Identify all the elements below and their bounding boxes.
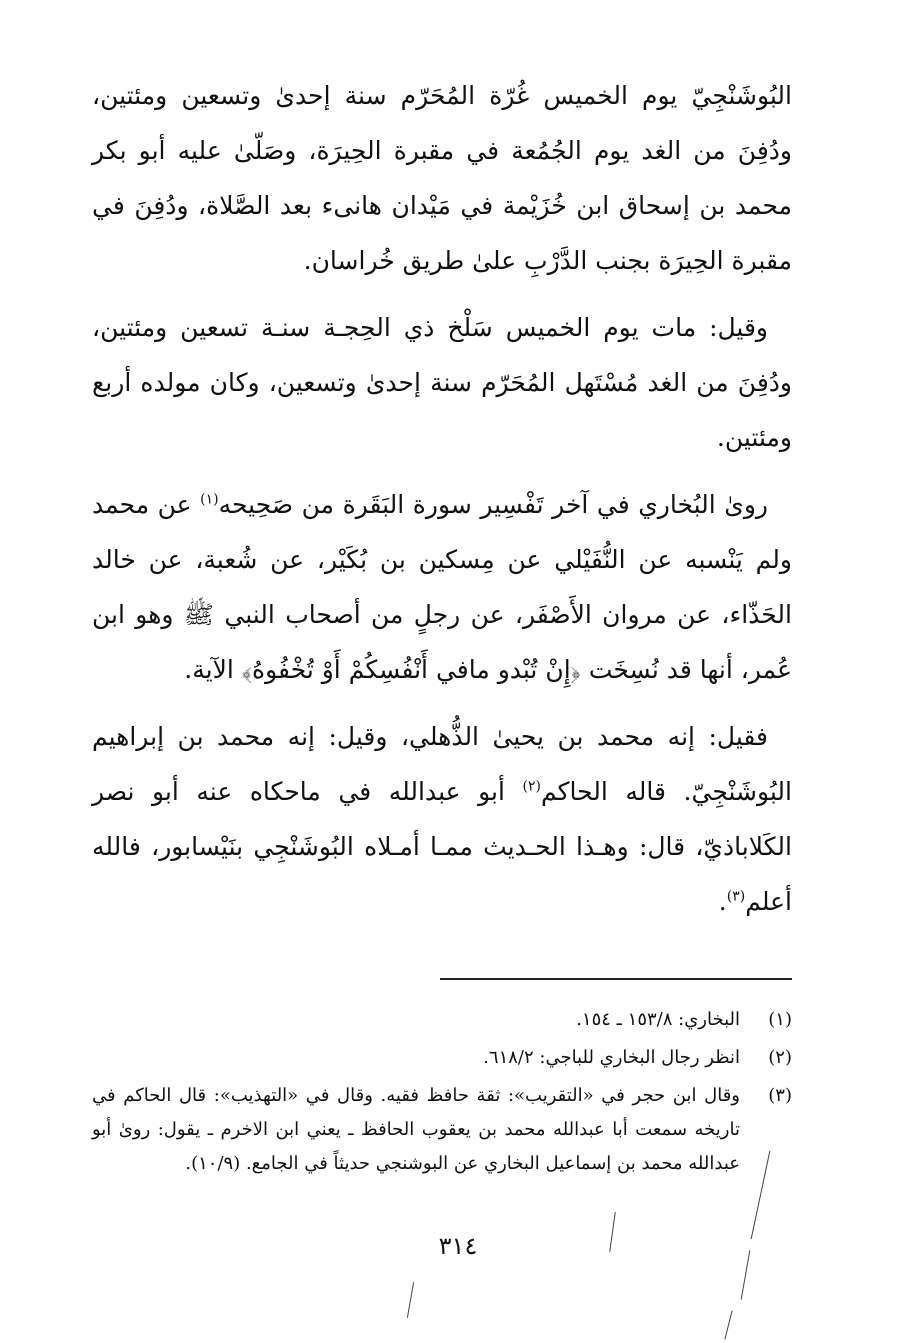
- scan-artifact-line: [724, 1310, 732, 1339]
- footnote-text: وقال ابن حجر في «التقريب»: ثقة حافظ فقيه. وقال في «التهذيب»: قال الحاكم في تاريخه سمعت أبا عبدالله محمد بن يعقوب الحافظ ـ يعني ابن الاخرم ـ يقول: رویٰ أبو عبدالله محمد بن إسماعيل البخاري عن البوشنجي حديثاً في الجامع. (١٠/٩).: [92, 1085, 740, 1174]
- footnote-text: انظر رجال البخاري للباجي: ٦١٨/٢.: [483, 1047, 740, 1068]
- footnote-number: (٢): [768, 1047, 792, 1068]
- scan-artifact-line: [407, 1282, 414, 1318]
- paragraph-3-text-a: رویٰ البُخاري في آخر تَفْسِير سورة البَقَرة من صَحِيحه: [218, 490, 768, 519]
- footnote-number: (٣): [768, 1085, 792, 1106]
- footnote-divider: [440, 978, 792, 980]
- paragraph-4-text-a: فقيل: إنه محمد بن يحيىٰ الذُّهلي، وقيل: إنه محمد بن إبراهيم البُوشَنْجِيّ. قاله الحاكم: [92, 722, 792, 806]
- footnote-ref-2[interactable]: (٢): [522, 778, 541, 795]
- footnote-ref-3[interactable]: (٣): [726, 888, 746, 905]
- paragraph-4-text-c: .: [718, 887, 727, 916]
- footnotes: [92, 1003, 792, 1185]
- footnote-3: [92, 1079, 792, 1181]
- paragraph-1: البُوشَنْجِيّ يوم الخميس غُرّة المُحَرّم سنة إحدىٰ وتسعين ومئتين، ودُفِنَ من الغد يوم الجُمُعة في مقبرة الحِيرَة، وصَلّىٰ عليه أبو بكر محمد بن إسحاق ابن خُزَيْمة في مَيْدان هانىء بعد الصَّلاة، ودُفِنَ في مقبرة الحِيرَة بجنب الدَّرْبِ علىٰ طريق خُراسان.: [92, 81, 792, 275]
- footnote-number: (١): [768, 1009, 792, 1030]
- footnote-1: [92, 1003, 792, 1037]
- paragraph-2: وقيل: مات يوم الخميس سَلْخ ذي الحِجـة سنـة تسعين ومئتين، ودُفِنَ من الغد مُسْتَهل المُحَرّم سنة إحدىٰ وتسعين، وكان مولده أربع ومئتين.: [92, 313, 792, 452]
- paragraph-4: [92, 709, 792, 929]
- footnote-text: البخاري: ١٥٣/٨ ـ ١٥٤.: [576, 1009, 740, 1030]
- page-number: ٣١٤: [438, 1232, 478, 1260]
- footnote-2: [92, 1041, 792, 1075]
- paragraph-4-text-b: أبو عبدالله في ماحكاه عنه أبو نصر الكَلاباذيّ، قال: وهـذا الحـديث ممـا أمـلاه البُوشَنْجِي بنَيْسابور، فالله أعلم: [92, 777, 792, 916]
- main-text: [92, 68, 792, 941]
- paragraph-3-text-b: عن محمد ولم يَنْسبه عن النُّفَيْلي عن مِسكين بن بُكَيْر، عن شُعبة، عن خالد الحَذّاء، عن مروان الأَصْفَر، عن رجلٍ من أصحاب النبي ﷺ وهو ابن عُمر، أنها قد نُسِخَت ﴿إِنْ تُبْدو مافي أَنْفُسِكُمْ أَوْ تُخْفُوهُ﴾ الآية.: [92, 490, 792, 684]
- footnote-ref-1[interactable]: (١): [200, 491, 219, 508]
- paragraph-3: [92, 477, 792, 697]
